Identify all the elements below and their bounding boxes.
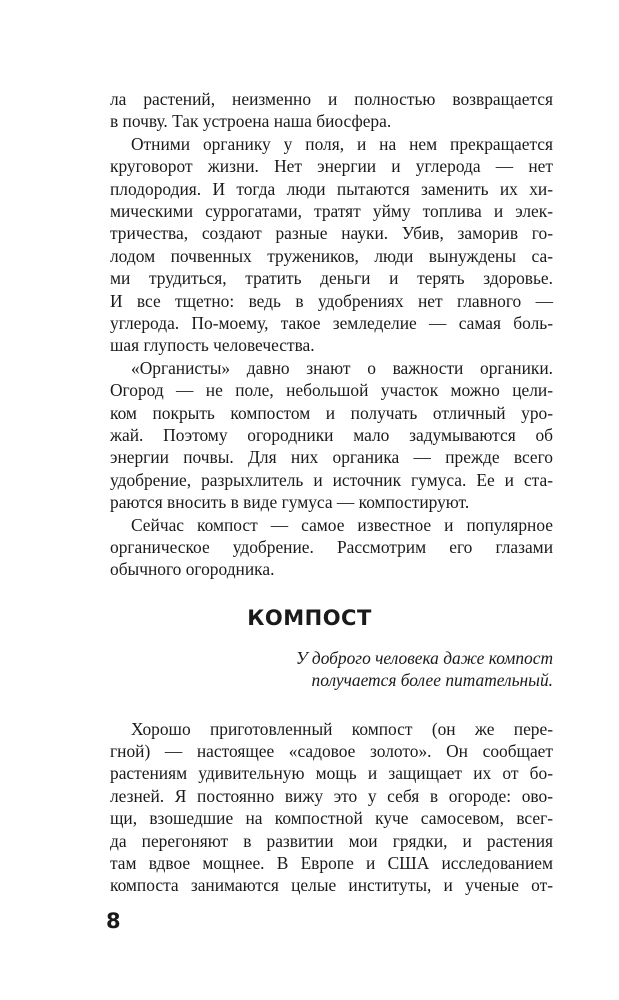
text-line: мическими суррогатами, тратят уйму топлива и элек- <box>110 201 553 221</box>
text-line: растениям удивительную мощь и защищает их от бо- <box>110 763 553 784</box>
section-title: КОМПОСТ <box>247 605 372 630</box>
text-line: там вдвое мощнее. В Европе и США исследованием <box>110 853 553 873</box>
text-line: лодом почвенных тружеников, люди вынуждены са- <box>110 245 553 266</box>
text-line: круговорот жизни. Нет энергии и углерода — нет <box>110 156 553 177</box>
text-line: да перегоняют в развитии мои грядки, и растения <box>110 830 553 851</box>
text-line: щи, взошедшие на компостной куче самосевом, всег- <box>110 808 553 829</box>
text-line: Отними органику у поля, и на нем прекращается <box>131 133 553 154</box>
text-line: лезней. Я постоянно вижу это у себя в огороде: ово- <box>110 785 553 806</box>
text-line: раются вносить в виде гумуса — компостируют. <box>110 492 470 513</box>
text-line: Хорошо приготовленный компост (он же пере- <box>131 718 553 739</box>
text-line: Сейчас компост — самое известное и популярное <box>131 514 553 535</box>
text-line: удобрение, разрыхлитель и источник гумуса. Ее и ста- <box>110 469 553 490</box>
text-line: органическое удобрение. Рассмотрим его глазами <box>110 537 553 557</box>
text-line: обычного огородника. <box>110 559 275 580</box>
page-number: 8 <box>106 908 121 933</box>
text-line: гной) — настоящее «садовое золото». Он сообщает <box>110 741 553 761</box>
text-line: ла растений, неизменно и полностью возвращается <box>110 89 553 109</box>
text-line: плодородия. И тогда люди пытаются заменить их хи- <box>110 178 553 199</box>
text-line: компоста занимаются целые институты, и ученые от- <box>110 875 553 896</box>
text-line: И все тщетно: ведь в удобрениях нет главного — <box>110 290 553 311</box>
text-line: шая глупость человечества. <box>110 335 315 356</box>
text-line: «Органисты» давно знают о важности органики. <box>131 357 553 378</box>
text-line: жай. Поэтому огородники мало задумываются об <box>110 425 553 445</box>
epigraph-line: получается более питательный. <box>311 670 553 691</box>
text-line: углерода. По-моему, такое земледелие — самая боль- <box>110 313 553 333</box>
text-line: в почву. Так устроена наша биосфера. <box>110 111 392 132</box>
text-line: тричества, создают разные науки. Убив, заморив го- <box>110 223 553 244</box>
text-line: энергии почвы. Для них органика — прежде всего <box>110 447 553 468</box>
epigraph-line: У доброго человека даже компост <box>295 647 553 668</box>
text-line: Огород — не поле, небольшой участок можно цели- <box>110 380 553 401</box>
text-line: ком покрыть компостом и получать отличный уро- <box>110 402 553 423</box>
text-line: ми трудиться, тратить деньги и терять здоровье. <box>110 268 553 289</box>
